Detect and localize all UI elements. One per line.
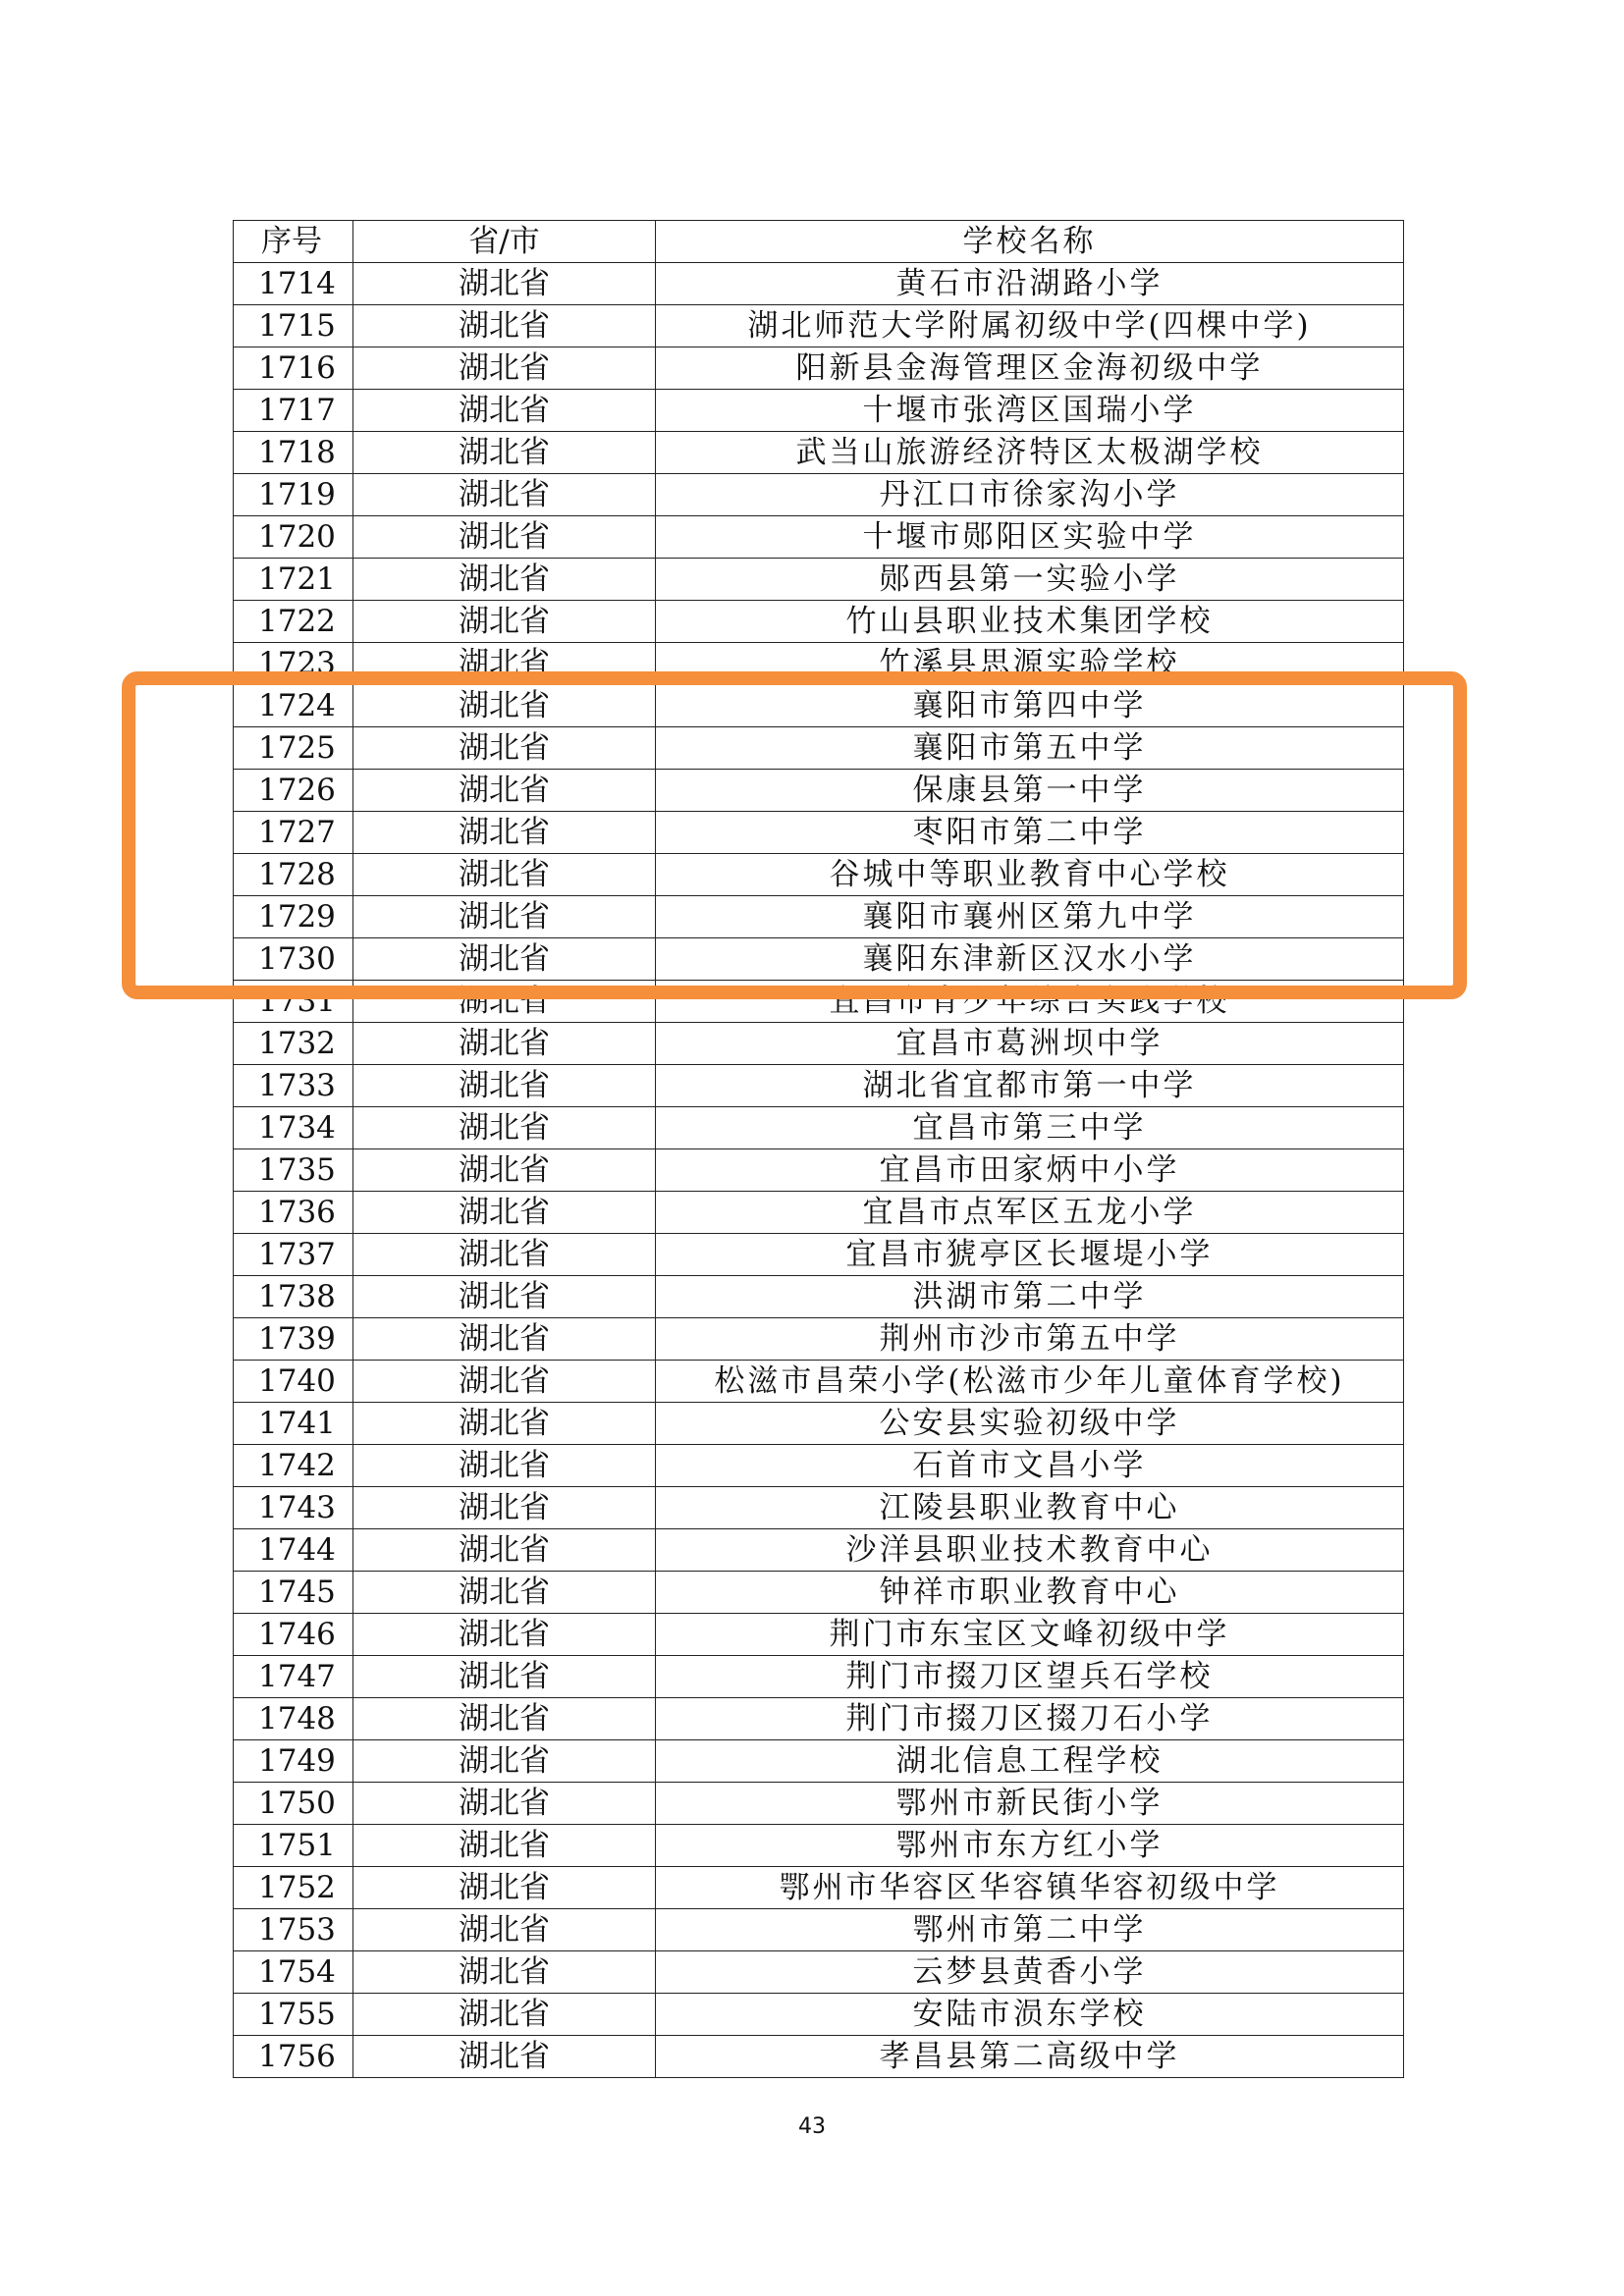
cell-serial-number: 1753 [234, 1909, 353, 1951]
cell-school-name: 石首市文昌小学 [656, 1445, 1404, 1487]
table-row [234, 1234, 1404, 1276]
table-row [234, 263, 1404, 305]
cell-serial-number: 1723 [234, 643, 353, 685]
table-row [234, 432, 1404, 474]
cell-school-name: 谷城中等职业教育中心学校 [656, 854, 1404, 896]
cell-province: 湖北省 [353, 559, 656, 601]
cell-province: 湖北省 [353, 1698, 656, 1740]
table-row [234, 1909, 1404, 1951]
cell-province: 湖北省 [353, 770, 656, 812]
table-header-row [234, 221, 1404, 263]
cell-province: 湖北省 [353, 1234, 656, 1276]
cell-serial-number: 1728 [234, 854, 353, 896]
cell-province: 湖北省 [353, 1192, 656, 1234]
cell-serial-number: 1729 [234, 896, 353, 938]
cell-serial-number: 1743 [234, 1487, 353, 1529]
cell-serial-number: 1744 [234, 1529, 353, 1572]
cell-school-name: 鄂州市华容区华容镇华容初级中学 [656, 1867, 1404, 1909]
table-row [234, 1276, 1404, 1318]
cell-province: 湖北省 [353, 1276, 656, 1318]
cell-province: 湖北省 [353, 1572, 656, 1614]
cell-serial-number: 1731 [234, 981, 353, 1023]
cell-school-name: 宜昌市第三中学 [656, 1107, 1404, 1149]
cell-serial-number: 1730 [234, 938, 353, 981]
cell-school-name: 荆州市沙市第五中学 [656, 1318, 1404, 1361]
table-row [234, 1318, 1404, 1361]
school-list-table [233, 220, 1404, 2078]
table-row [234, 1107, 1404, 1149]
table-row [234, 305, 1404, 347]
cell-serial-number: 1738 [234, 1276, 353, 1318]
cell-province: 湖北省 [353, 1403, 656, 1445]
cell-serial-number: 1726 [234, 770, 353, 812]
cell-serial-number: 1750 [234, 1783, 353, 1825]
cell-province: 湖北省 [353, 2036, 656, 2078]
cell-school-name: 宜昌市葛洲坝中学 [656, 1023, 1404, 1065]
table-row [234, 1867, 1404, 1909]
cell-school-name: 枣阳市第二中学 [656, 812, 1404, 854]
table-body [234, 263, 1404, 2078]
cell-school-name: 黄石市沿湖路小学 [656, 263, 1404, 305]
cell-serial-number: 1740 [234, 1361, 353, 1403]
table-row [234, 1487, 1404, 1529]
cell-serial-number: 1747 [234, 1656, 353, 1698]
table-row [234, 1403, 1404, 1445]
cell-province: 湖北省 [353, 474, 656, 516]
cell-province: 湖北省 [353, 1149, 656, 1192]
cell-province: 湖北省 [353, 601, 656, 643]
cell-school-name: 湖北师范大学附属初级中学(四棵中学) [656, 305, 1404, 347]
cell-province: 湖北省 [353, 1529, 656, 1572]
cell-serial-number: 1756 [234, 2036, 353, 2078]
table-row [234, 1065, 1404, 1107]
cell-serial-number: 1754 [234, 1951, 353, 1994]
cell-province: 湖北省 [353, 896, 656, 938]
table-row [234, 854, 1404, 896]
cell-school-name: 鄂州市新民街小学 [656, 1783, 1404, 1825]
cell-school-name: 孝昌县第二高级中学 [656, 2036, 1404, 2078]
cell-serial-number: 1720 [234, 516, 353, 559]
cell-school-name: 保康县第一中学 [656, 770, 1404, 812]
cell-serial-number: 1755 [234, 1994, 353, 2036]
table-row [234, 1023, 1404, 1065]
cell-school-name: 郧西县第一实验小学 [656, 559, 1404, 601]
cell-serial-number: 1714 [234, 263, 353, 305]
table-row [234, 1529, 1404, 1572]
table-row [234, 770, 1404, 812]
cell-school-name: 荆门市东宝区文峰初级中学 [656, 1614, 1404, 1656]
cell-serial-number: 1749 [234, 1740, 353, 1783]
table-row [234, 643, 1404, 685]
cell-school-name: 宜昌市田家炳中小学 [656, 1149, 1404, 1192]
cell-serial-number: 1737 [234, 1234, 353, 1276]
table-row [234, 1951, 1404, 1994]
cell-school-name: 竹溪县思源实验学校 [656, 643, 1404, 685]
table-row [234, 896, 1404, 938]
cell-province: 湖北省 [353, 1065, 656, 1107]
cell-school-name: 湖北省宜都市第一中学 [656, 1065, 1404, 1107]
cell-school-name: 武当山旅游经济特区太极湖学校 [656, 432, 1404, 474]
cell-province: 湖北省 [353, 1318, 656, 1361]
cell-serial-number: 1735 [234, 1149, 353, 1192]
cell-province: 湖北省 [353, 1909, 656, 1951]
cell-province: 湖北省 [353, 1740, 656, 1783]
table-row [234, 981, 1404, 1023]
cell-serial-number: 1717 [234, 390, 353, 432]
cell-school-name: 沙洋县职业技术教育中心 [656, 1529, 1404, 1572]
cell-serial-number: 1741 [234, 1403, 353, 1445]
cell-serial-number: 1722 [234, 601, 353, 643]
cell-province: 湖北省 [353, 516, 656, 559]
cell-serial-number: 1724 [234, 685, 353, 727]
cell-serial-number: 1721 [234, 559, 353, 601]
cell-school-name: 十堰市郧阳区实验中学 [656, 516, 1404, 559]
cell-school-name: 竹山县职业技术集团学校 [656, 601, 1404, 643]
cell-province: 湖北省 [353, 1023, 656, 1065]
table-row [234, 1740, 1404, 1783]
cell-school-name: 鄂州市东方红小学 [656, 1825, 1404, 1867]
cell-province: 湖北省 [353, 938, 656, 981]
cell-province: 湖北省 [353, 1783, 656, 1825]
cell-serial-number: 1727 [234, 812, 353, 854]
cell-school-name: 襄阳市第四中学 [656, 685, 1404, 727]
table-row [234, 390, 1404, 432]
cell-school-name: 洪湖市第二中学 [656, 1276, 1404, 1318]
cell-school-name: 鄂州市第二中学 [656, 1909, 1404, 1951]
cell-serial-number: 1742 [234, 1445, 353, 1487]
cell-school-name: 宜昌市点军区五龙小学 [656, 1192, 1404, 1234]
table-row [234, 1656, 1404, 1698]
cell-school-name: 江陵县职业教育中心 [656, 1487, 1404, 1529]
cell-serial-number: 1746 [234, 1614, 353, 1656]
cell-province: 湖北省 [353, 347, 656, 390]
table-row [234, 1614, 1404, 1656]
table-row [234, 727, 1404, 770]
cell-serial-number: 1732 [234, 1023, 353, 1065]
table-row [234, 474, 1404, 516]
cell-school-name: 襄阳市第五中学 [656, 727, 1404, 770]
table-row [234, 347, 1404, 390]
cell-school-name: 襄阳市襄州区第九中学 [656, 896, 1404, 938]
cell-serial-number: 1752 [234, 1867, 353, 1909]
cell-school-name: 公安县实验初级中学 [656, 1403, 1404, 1445]
cell-province: 湖北省 [353, 981, 656, 1023]
cell-province: 湖北省 [353, 685, 656, 727]
cell-province: 湖北省 [353, 643, 656, 685]
cell-serial-number: 1716 [234, 347, 353, 390]
table-row [234, 1825, 1404, 1867]
cell-province: 湖北省 [353, 263, 656, 305]
cell-school-name: 荆门市掇刀区望兵石学校 [656, 1656, 1404, 1698]
cell-serial-number: 1718 [234, 432, 353, 474]
cell-province: 湖北省 [353, 854, 656, 896]
cell-school-name: 钟祥市职业教育中心 [656, 1572, 1404, 1614]
cell-province: 湖北省 [353, 812, 656, 854]
cell-serial-number: 1745 [234, 1572, 353, 1614]
cell-school-name: 丹江口市徐家沟小学 [656, 474, 1404, 516]
cell-province: 湖北省 [353, 1994, 656, 2036]
cell-province: 湖北省 [353, 432, 656, 474]
table-row [234, 1994, 1404, 2036]
table-row [234, 685, 1404, 727]
cell-school-name: 阳新县金海管理区金海初级中学 [656, 347, 1404, 390]
cell-serial-number: 1725 [234, 727, 353, 770]
cell-province: 湖北省 [353, 305, 656, 347]
cell-school-name: 荆门市掇刀区掇刀石小学 [656, 1698, 1404, 1740]
cell-school-name: 襄阳东津新区汉水小学 [656, 938, 1404, 981]
cell-province: 湖北省 [353, 1614, 656, 1656]
cell-province: 湖北省 [353, 390, 656, 432]
cell-serial-number: 1736 [234, 1192, 353, 1234]
header-province: 省/市 [353, 221, 656, 263]
cell-province: 湖北省 [353, 1445, 656, 1487]
cell-serial-number: 1719 [234, 474, 353, 516]
table-row [234, 1783, 1404, 1825]
cell-school-name: 宜昌市猇亭区长堰堤小学 [656, 1234, 1404, 1276]
cell-province: 湖北省 [353, 1107, 656, 1149]
table-row [234, 812, 1404, 854]
table-row [234, 938, 1404, 981]
table-row [234, 1361, 1404, 1403]
cell-school-name: 湖北信息工程学校 [656, 1740, 1404, 1783]
cell-serial-number: 1733 [234, 1065, 353, 1107]
header-school-name: 学校名称 [656, 221, 1404, 263]
cell-school-name: 十堰市张湾区国瑞小学 [656, 390, 1404, 432]
cell-serial-number: 1739 [234, 1318, 353, 1361]
cell-province: 湖北省 [353, 727, 656, 770]
table-row [234, 1572, 1404, 1614]
cell-province: 湖北省 [353, 1361, 656, 1403]
cell-school-name: 松滋市昌荣小学(松滋市少年儿童体育学校) [656, 1361, 1404, 1403]
table-row [234, 1445, 1404, 1487]
cell-serial-number: 1748 [234, 1698, 353, 1740]
cell-school-name: 宜昌市青少年综合实践学校 [656, 981, 1404, 1023]
cell-school-name: 安陆市涢东学校 [656, 1994, 1404, 2036]
cell-province: 湖北省 [353, 1487, 656, 1529]
cell-serial-number: 1751 [234, 1825, 353, 1867]
cell-province: 湖北省 [353, 1951, 656, 1994]
table-row [234, 2036, 1404, 2078]
cell-school-name: 云梦县黄香小学 [656, 1951, 1404, 1994]
cell-province: 湖北省 [353, 1867, 656, 1909]
table-row [234, 1149, 1404, 1192]
header-serial-number: 序号 [234, 221, 353, 263]
table-row [234, 601, 1404, 643]
cell-serial-number: 1734 [234, 1107, 353, 1149]
table-row [234, 1192, 1404, 1234]
table-row [234, 516, 1404, 559]
cell-province: 湖北省 [353, 1656, 656, 1698]
table-row [234, 1698, 1404, 1740]
page-number: 43 [798, 2114, 826, 2139]
cell-province: 湖北省 [353, 1825, 656, 1867]
table-row [234, 559, 1404, 601]
cell-serial-number: 1715 [234, 305, 353, 347]
